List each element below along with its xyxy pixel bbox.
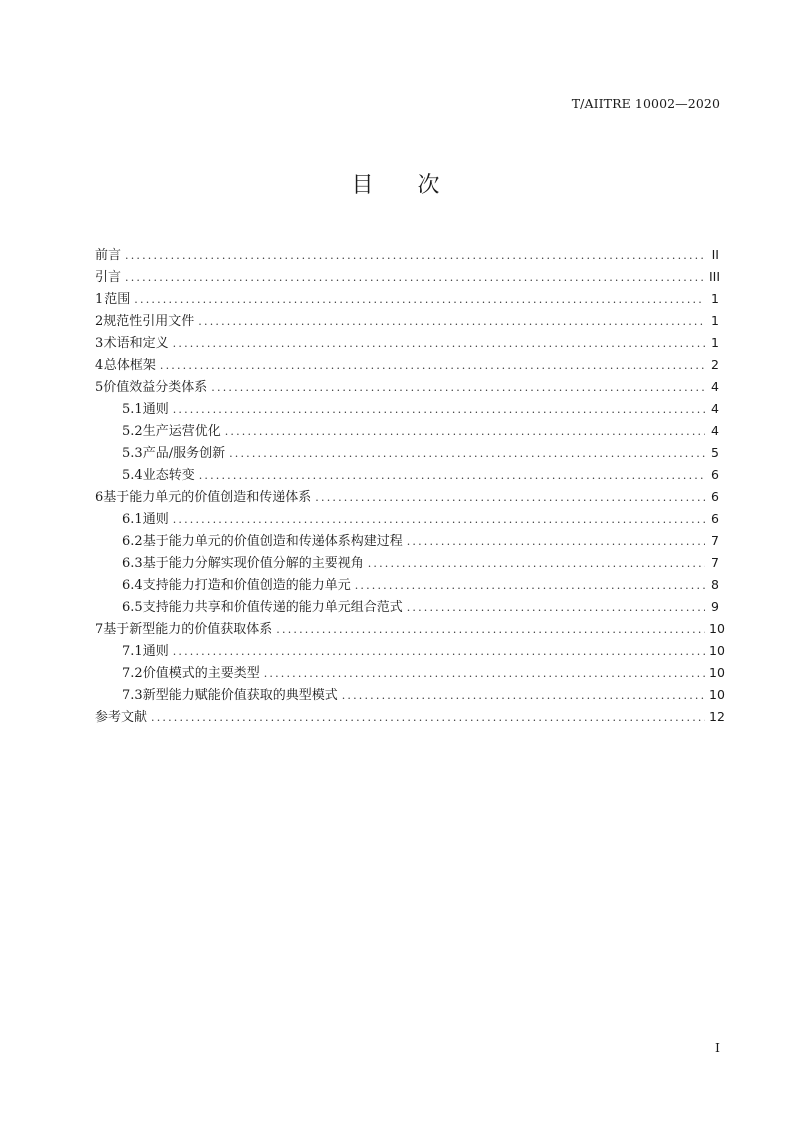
toc-entry-page: 1 xyxy=(711,335,719,350)
toc-entry-number: 5.3 xyxy=(122,446,143,461)
toc-entry-page: 8 xyxy=(711,577,719,592)
toc-entry[interactable] xyxy=(95,530,719,552)
toc-leader-dots xyxy=(173,333,705,355)
toc-leader-dots xyxy=(342,685,705,707)
toc-title-char: 目 xyxy=(351,173,376,198)
toc-entry-label: 术语和定义 xyxy=(103,336,169,351)
toc-entry-page: 10 xyxy=(709,665,725,680)
toc-leader-dots xyxy=(211,377,705,399)
toc-entry-label: 前言 xyxy=(95,248,122,263)
toc-entry-label: 产品/服务创新 xyxy=(142,446,226,461)
toc-leader-dots xyxy=(264,663,705,685)
toc-leader-dots xyxy=(368,553,705,575)
toc-entry-number: 7 xyxy=(95,622,104,637)
toc-leader-dots xyxy=(229,443,705,465)
toc-entry[interactable] xyxy=(95,486,719,508)
toc-entry-page: 10 xyxy=(709,687,725,702)
toc-leader-dots xyxy=(173,399,705,421)
toc-entry[interactable] xyxy=(95,574,719,596)
toc-entry-label: 新型能力赋能价值获取的典型模式 xyxy=(142,688,338,703)
toc-entry-page: III xyxy=(709,269,721,284)
toc-list xyxy=(95,244,725,728)
toc-entry[interactable] xyxy=(95,706,725,728)
toc-entry-label: 引言 xyxy=(95,270,122,285)
toc-entry[interactable] xyxy=(95,684,725,706)
toc-entry-label: 基于新型能力的价值获取体系 xyxy=(103,622,273,637)
toc-entry-page: 6 xyxy=(711,489,719,504)
toc-title-char: 次 xyxy=(417,173,442,198)
toc-entry-number: 5.4 xyxy=(122,468,143,483)
toc-entry-page: 2 xyxy=(711,357,719,372)
toc-entry-number: 7.1 xyxy=(122,644,143,659)
toc-leader-dots xyxy=(125,245,705,267)
toc-entry[interactable] xyxy=(95,244,719,266)
toc-entry-number: 5.1 xyxy=(122,402,143,417)
toc-leader-dots xyxy=(199,465,705,487)
toc-entry[interactable] xyxy=(95,552,719,574)
toc-entry-page: 7 xyxy=(711,533,719,548)
toc-entry-page: 6 xyxy=(711,467,719,482)
toc-leader-dots xyxy=(225,421,705,443)
toc-entry-label: 基于能力单元的价值创造和传递体系 xyxy=(103,490,312,505)
toc-leader-dots xyxy=(355,575,705,597)
toc-entry-page: 1 xyxy=(711,313,719,328)
toc-entry-page: 4 xyxy=(711,423,719,438)
toc-entry-number: 1 xyxy=(95,292,104,307)
toc-leader-dots xyxy=(315,487,705,509)
toc-entry-label: 基于能力分解实现价值分解的主要视角 xyxy=(142,556,364,571)
toc-leader-dots xyxy=(198,311,705,333)
toc-entry-number: 2 xyxy=(95,314,104,329)
toc-entry-label: 基于能力单元的价值创造和传递体系构建过程 xyxy=(142,534,403,549)
toc-entry[interactable] xyxy=(95,310,719,332)
toc-entry-page: 7 xyxy=(711,555,719,570)
toc-entry-label: 业态转变 xyxy=(142,468,195,483)
toc-entry-page: 4 xyxy=(711,401,719,416)
toc-entry-page: 12 xyxy=(709,709,725,724)
toc-entry-number: 4 xyxy=(95,358,104,373)
toc-entry[interactable] xyxy=(95,596,719,618)
toc-entry[interactable] xyxy=(95,442,719,464)
toc-entry-page: 6 xyxy=(711,511,719,526)
toc-entry-label: 价值模式的主要类型 xyxy=(142,666,260,681)
toc-entry-number: 6 xyxy=(95,490,104,505)
toc-entry-label: 通则 xyxy=(142,512,169,527)
toc-entry-number: 3 xyxy=(95,336,104,351)
toc-entry-number: 6.3 xyxy=(122,556,143,571)
toc-entry-number: 5 xyxy=(95,380,104,395)
toc-leader-dots xyxy=(151,707,705,729)
toc-entry-label: 通则 xyxy=(142,402,169,417)
toc-leader-dots xyxy=(134,289,705,311)
toc-leader-dots xyxy=(125,267,705,289)
toc-entry[interactable] xyxy=(95,640,725,662)
toc-entry[interactable] xyxy=(95,266,719,288)
toc-entry[interactable] xyxy=(95,464,719,486)
toc-leader-dots xyxy=(173,641,705,663)
toc-entry-number: 6.1 xyxy=(122,512,143,527)
toc-entry-label: 通则 xyxy=(142,644,169,659)
toc-entry-label: 支持能力打造和价值创造的能力单元 xyxy=(142,578,351,593)
toc-entry-number: 7.3 xyxy=(122,688,143,703)
toc-entry-label: 总体框架 xyxy=(103,358,156,373)
toc-leader-dots xyxy=(276,619,705,641)
toc-entry[interactable] xyxy=(95,618,725,640)
toc-entry-label: 规范性引用文件 xyxy=(103,314,195,329)
toc-entry-label: 支持能力共享和价值传递的能力单元组合范式 xyxy=(142,600,403,615)
toc-leader-dots xyxy=(407,531,705,553)
toc-leader-dots xyxy=(173,509,705,531)
toc-entry-number: 7.2 xyxy=(122,666,143,681)
document-code: T/AIITRE 10002—2020 xyxy=(571,96,720,111)
toc-entry[interactable] xyxy=(95,398,719,420)
toc-leader-dots xyxy=(160,355,705,377)
toc-entry-label: 范围 xyxy=(104,292,131,307)
toc-entry-label: 价值效益分类体系 xyxy=(103,380,208,395)
toc-entry-page: 4 xyxy=(711,379,719,394)
toc-entry-page: 10 xyxy=(709,643,725,658)
toc-entry[interactable] xyxy=(95,376,719,398)
toc-entry-number: 5.2 xyxy=(122,424,143,439)
toc-leader-dots xyxy=(407,597,705,619)
toc-entry-page: 5 xyxy=(711,445,719,460)
toc-entry-number: 6.2 xyxy=(122,534,143,549)
toc-entry[interactable] xyxy=(95,288,719,310)
toc-entry[interactable] xyxy=(95,332,719,354)
page-number: I xyxy=(715,1040,720,1055)
toc-entry[interactable] xyxy=(95,354,719,376)
toc-entry-page: 1 xyxy=(711,291,719,306)
toc-entry-page: II xyxy=(711,247,719,262)
toc-entry-number: 6.4 xyxy=(122,578,143,593)
toc-entry[interactable] xyxy=(95,508,719,530)
toc-entry-page: 9 xyxy=(711,599,719,614)
toc-entry-page: 10 xyxy=(709,621,725,636)
toc-entry-label: 生产运营优化 xyxy=(142,424,221,439)
toc-title xyxy=(0,168,793,199)
toc-entry-label: 参考文献 xyxy=(95,710,148,725)
toc-entry[interactable] xyxy=(95,420,719,442)
toc-entry[interactable] xyxy=(95,662,725,684)
toc-entry-number: 6.5 xyxy=(122,600,143,615)
